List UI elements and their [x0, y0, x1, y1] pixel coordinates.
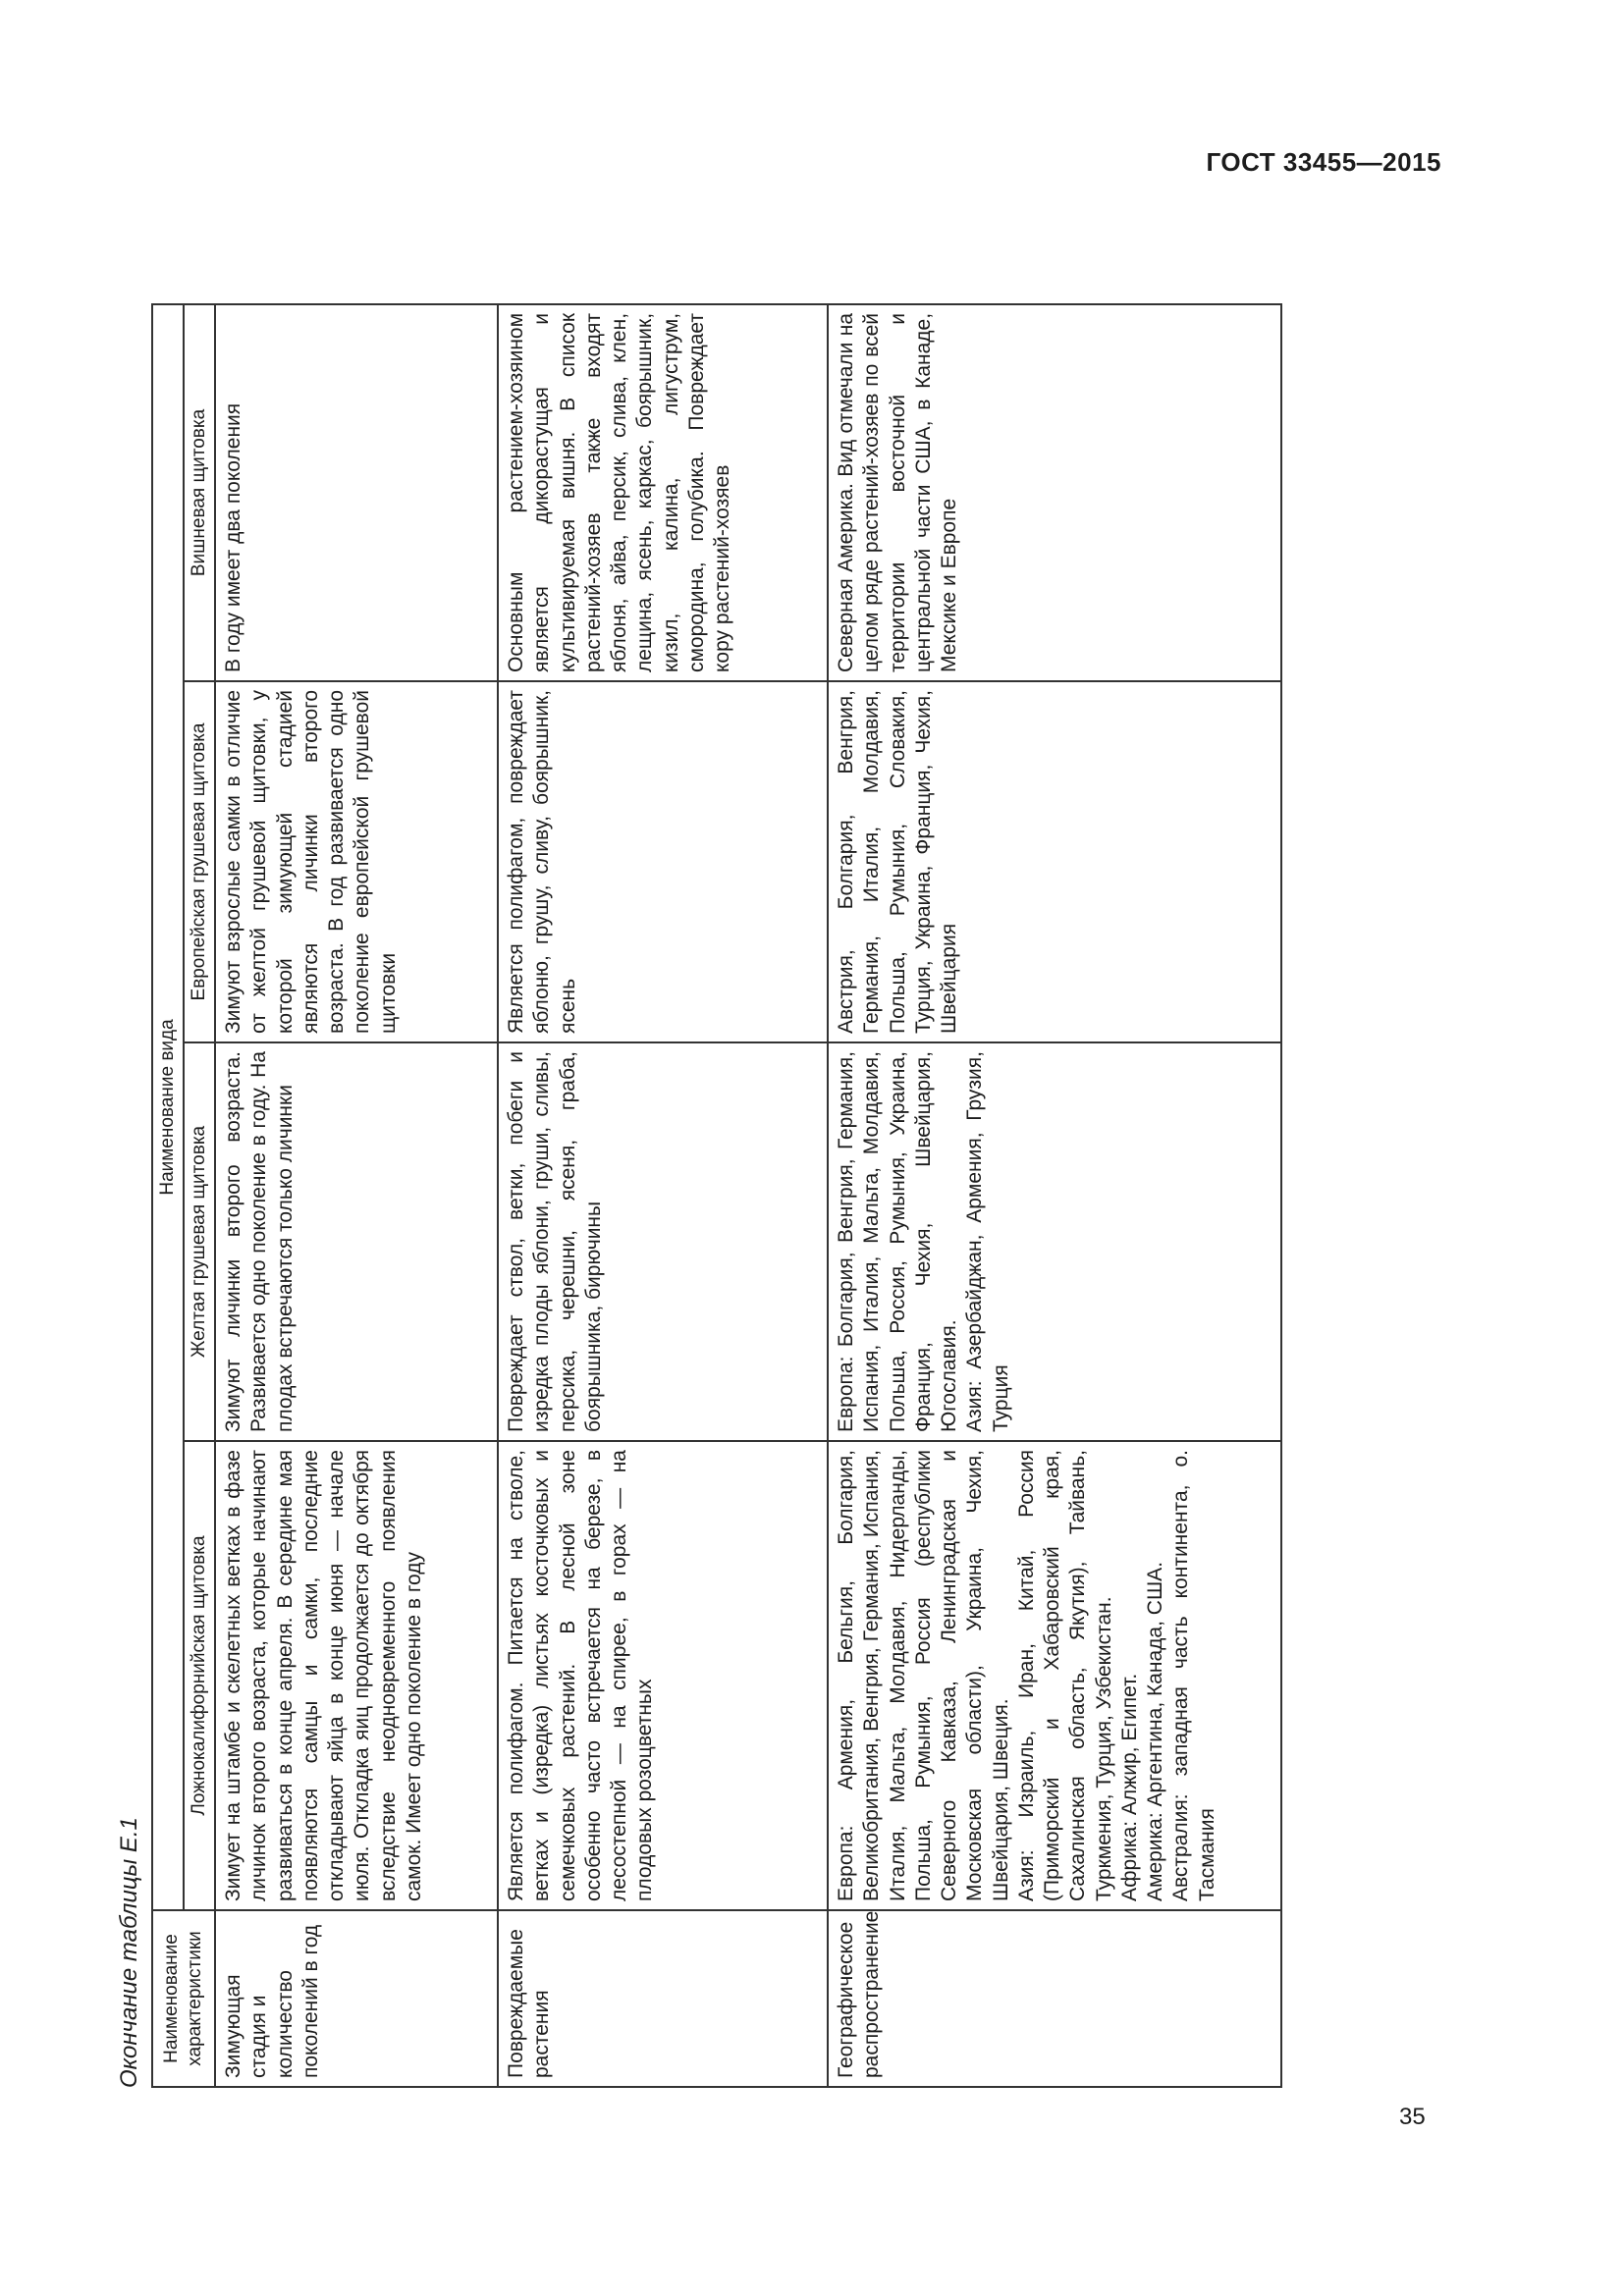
table-row [498, 304, 828, 2087]
column-header: Желтая грушевая щитовка [184, 1042, 215, 1441]
table-subheader-row [184, 304, 215, 2087]
table-cell: Северная Америка. Вид отмечали на целом ряде растений-хозяев по всей территории восточной и центральной части США, в Канаде, Мексике и Европе [828, 304, 1281, 681]
table-row [828, 304, 1281, 2087]
table-cell: Зимует на штамбе и скелетных ветках в фазе личинок второго возраста, которые начинают развиваться в конце апреля. В середине мая появляются самцы и самки, последние откладывают яйца в конце июня — начале июля. Откладка яиц продолжается до октября вследствие неодновременного появления самок. Имеет одно поколение в году [215, 1441, 498, 1910]
table-cell: Европа: Болгария, Венгрия, Германия, Испания, Италия, Мальта, Молдавия, Польша, Россия, Румыния, Украина, Франция, Чехия, Швейцария, Югославия. Азия: Азербайджан, Армения, Грузия, Турция [828, 1042, 1281, 1441]
species-characteristics-table [151, 303, 1282, 2088]
standard-code: ГОСТ 33455—2015 [1206, 147, 1441, 177]
table-cell: Европа: Армения, Бельгия, Болгария, Великобритания, Венгрия, Германия, Испания, Италия, Мальта, Молдавия, Нидерланды, Польша, Румыния, Россия (республики Северного Кавказа, Ленинградская и Московская области), Украина, Чехия, Швейцария, Швеция. Азия: Израиль, Иран, Китай, Россия (Приморский и Хабаровский края, Сахалинская область, Якутия), Тайвань, Туркмения, Турция, Узбекистан. Африка: Алжир, Египет. Америка: Аргентина, Канада, США. Австралия: западная часть континента, о. Тасмания [828, 1441, 1281, 1910]
table-cell: Зимуют взрослые самки в отличие от желтой грушевой щитовки, у которой зимующей стадией являются личинки второго возраста. В год развивается одно поколение европейской грушевой щитовки [215, 681, 498, 1042]
table-cell: Является полифагом. Питается на стволе, ветках и (изредка) листьях косточковых и семечковых растений. В лесной зоне особенно часто встречается на березе, в лесостепной — на спирее, в горах — на плодовых розоцветных [498, 1441, 828, 1910]
table-cell: Повреждает ствол, ветки, побеги и изредка плоды яблони, груши, сливы, персика, черешни, ясеня, граба, боярышника, бирючины [498, 1042, 828, 1441]
row-label: Зимующая стадия и количество поколений в год [215, 1910, 498, 2087]
rotated-table-area [112, 257, 1280, 2088]
column-header: Ложнокалифорнийская щитовка [184, 1441, 215, 1910]
table-row [215, 304, 498, 2087]
column-header: Вишневая щитовка [184, 304, 215, 681]
column-header: Европейская грушевая щитовка [184, 681, 215, 1042]
page-number: 35 [1399, 2104, 1426, 2130]
table-cell: Австрия, Болгария, Венгрия, Германия, Италия, Молдавия, Польша, Румыния, Словакия, Турция, Украина, Франция, Чехия, Швейцария [828, 681, 1281, 1042]
row-label: Географическое распространение [828, 1910, 1281, 2087]
table-cell: Является полифагом, повреждает яблоню, грушу, сливу, боярышник, ясень [498, 681, 828, 1042]
row-label: Повреждаемые растения [498, 1910, 828, 2087]
table-cell: В году имеет два поколения [215, 304, 498, 681]
group-header: Наименование вида [152, 304, 184, 1910]
table-cell: Основным растением-хозяином является дикорастущая и культивируемая вишня. В список растений-хозяев также входят яблоня, айва, персик, слива, клен, лещина, ясень, каркас, боярышник, кизил, калина, лигуструм, смородина, голубика. Повреждает кору растений-хозяев [498, 304, 828, 681]
table-header-row [152, 304, 184, 2087]
table-cell: Зимуют личинки второго возраста. Развивается одно поколение в году. На плодах встречаются только личинки [215, 1042, 498, 1441]
table-caption: Окончание таблицы Е.1 [116, 1817, 142, 2088]
corner-header: Наименование характеристики [152, 1910, 215, 2087]
